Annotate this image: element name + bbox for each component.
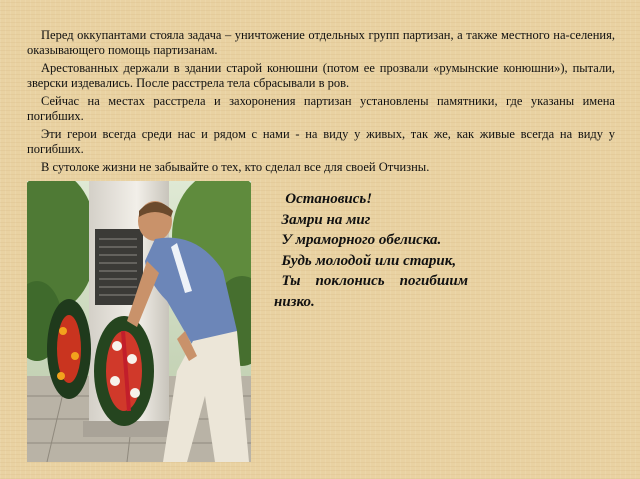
- paragraph-1: Перед оккупантами стояла задача – уничтожение отдельных групп партизан, а также местного на-селения, оказывающего помощь партизанам.: [27, 28, 615, 57]
- poem-line-6: низко.: [274, 293, 315, 310]
- paragraph-5: В сутолоке жизни не забывайте о тех, кто сделал все для своей Отчизны.: [41, 160, 430, 174]
- paragraph-3: Сейчас на местах расстрела и захоронения партизан установлены памятники, где указаны имена погибших.: [27, 94, 615, 123]
- memorial-photo: [27, 181, 251, 462]
- poem-line-3: У мраморного обелиска.: [274, 232, 442, 248]
- poem-line-4: Будь молодой или старик,: [274, 252, 457, 269]
- poem-line-2: Замри на миг: [274, 211, 371, 228]
- poem: [274, 189, 514, 312]
- paragraph-2: Арестованных держали в здании старой конюшни (потом ее прозвали «румынские конюшни»), пытали, зверски издевались. После расстрела тела сбрасывали в ров.: [27, 61, 615, 90]
- memorial-photo-illustration: [27, 181, 251, 462]
- paragraph-4: Эти герои всегда среди нас и рядом с нами - на виду у живых, так же, как живые всегда на виду у погибших.: [27, 127, 615, 156]
- poem-line-5: Ты поклонись погибшим: [274, 273, 468, 289]
- poem-line-1: Остановись!: [274, 191, 373, 207]
- history-text: [27, 28, 615, 179]
